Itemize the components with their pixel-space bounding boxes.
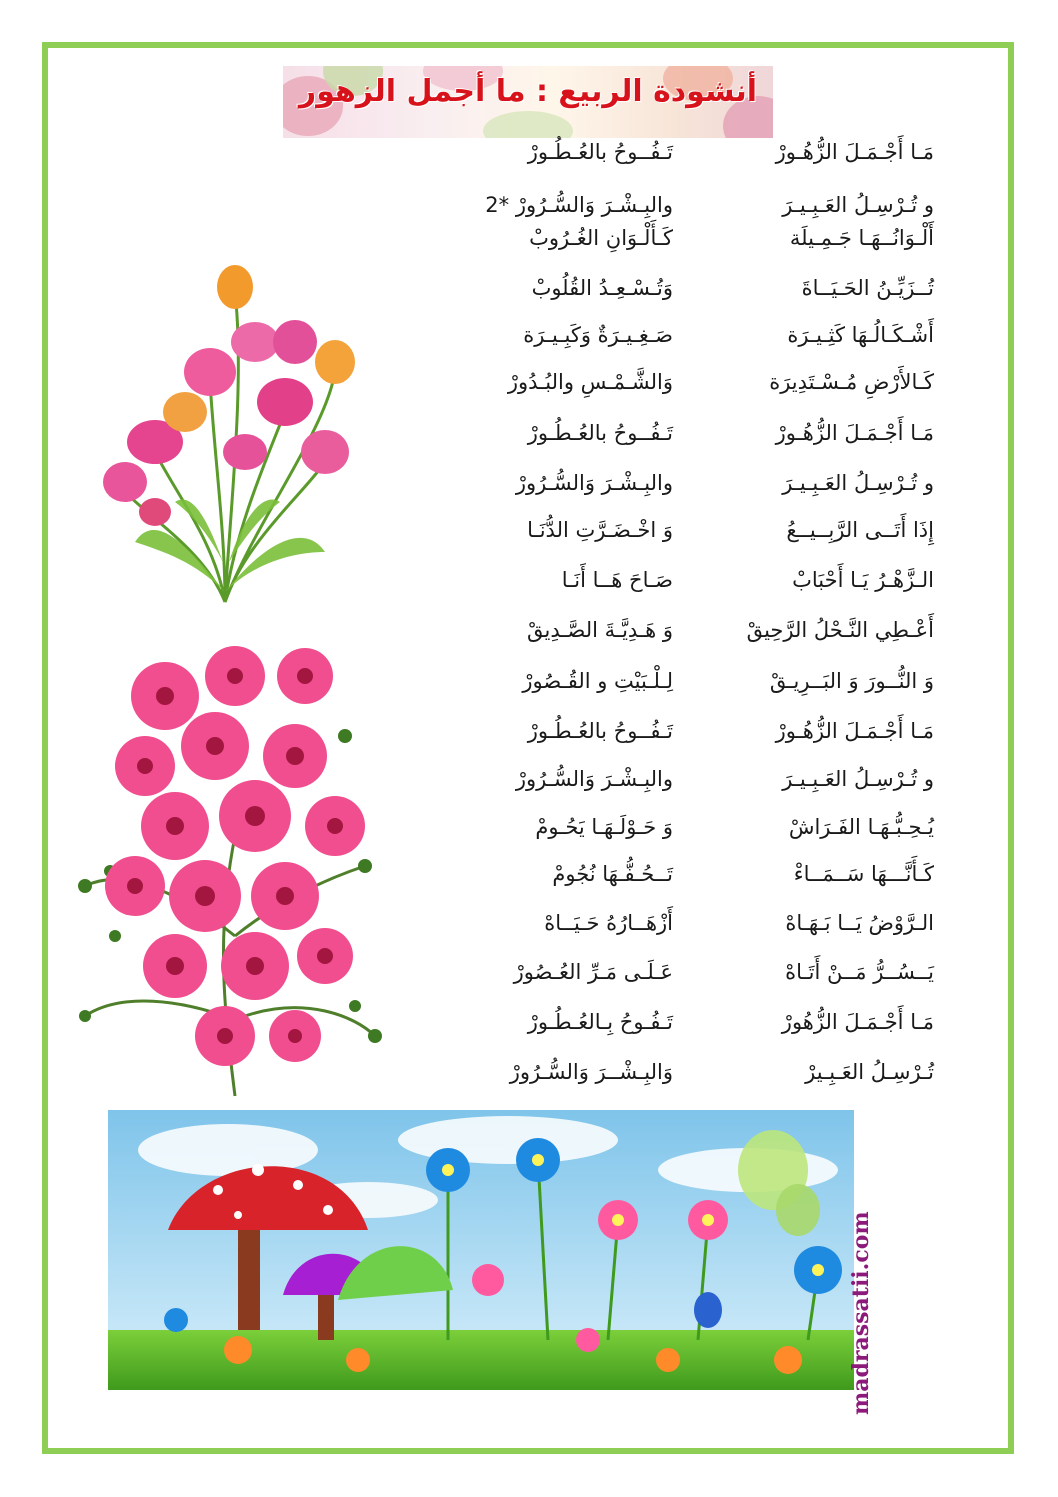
verse-second-half: تَـفُـوحُ بِـالعُـطُـورْ	[527, 1010, 673, 1034]
verse-first-half: الـرَّوْضُ يَــا بَـهَـاهْ	[785, 911, 934, 935]
verse-second-half: والبِـشْـرَ وَالسُّـرُورْ	[515, 471, 673, 495]
verse-second-half: وَ اخْـضَـرَّتِ الدُّنَـا	[527, 518, 673, 542]
verse-first-half: وَ النُّــورَ وَ البَــرِيـقْ	[769, 669, 934, 693]
verse-first-half: أَشْـكَـالُـهَا كَثِـيـرَة	[787, 323, 934, 347]
verse-first-half: إِذَا أَتَــى الرَّبِــيــعُ	[786, 518, 934, 542]
verse-first-half: تُــزَيِّـنُ الحَـيَــاةَ	[801, 276, 934, 300]
verse-first-half: مَـا أَجْـمَـلَ الزُّهُـورْ	[775, 140, 934, 164]
tulip-bouquet-illustration	[95, 262, 355, 612]
spring-meadow-illustration	[108, 1110, 854, 1390]
verse-second-half: والبِـشْـرَ وَالسُّـرُورْ *2	[485, 193, 673, 217]
verse-first-half: مَـا أَجْـمَـلَ الزُّهُـورْ	[775, 719, 934, 743]
verse-second-half: تَـفُــوحُ بالعُـطُـورْ	[527, 421, 673, 445]
verse-first-half: مَـا أَجْـمَـلَ الزُّهُـورْ	[775, 421, 934, 445]
verse-second-half: وَالبِـشْــرَ وَالسُّـرُورْ	[509, 1060, 673, 1084]
verse-second-half: وَتُـسْـعِـدُ القُلُوبْ	[531, 276, 673, 300]
verse-second-half: وَالشَّـمْـسِ والبُـدُورْ	[507, 370, 673, 394]
verse-second-half: تَـفُــوحُ بالعُـطُـورْ	[527, 719, 673, 743]
verse-first-half: و تُـرْسِـلُ العَـبِـيـرَ	[782, 193, 934, 217]
verse-first-half: الـزَّهْـرُ يَـا أَحْبَابْ	[792, 568, 934, 592]
verse-first-half: يُـحِـبُّـهَـا الفَـرَاشْ	[788, 815, 934, 839]
verse-second-half: صَـاحَ هَــا أَنَـا	[561, 568, 673, 592]
watermark-text: madrassatii.com	[848, 1211, 874, 1415]
verse-first-half: و تُـرْسِـلُ العَـبِـيـرَ	[782, 767, 934, 791]
verse-second-half: تَــحُـفُّـهَا نُجُومْ	[552, 862, 673, 886]
verse-second-half: تَـفُــوحُ بالعُـطُـورْ	[527, 140, 673, 164]
verse-first-half: و تُـرْسِـلُ العَـبِـيـرَ	[782, 471, 934, 495]
verse-first-half: تُـرْسِـلُ العَـبِـيرْ	[805, 1060, 934, 1084]
verse-second-half: صَـغِـيـرَةٌ وَكَبِـيـرَة	[523, 323, 673, 347]
pink-flower-bush-illustration	[65, 636, 385, 1106]
verse-second-half: كَـأَلْـوَانِ الغُـرُوبْ	[529, 226, 673, 250]
verse-second-half: عَـلَـى مَـرِّ العُـصُورْ	[513, 960, 673, 984]
verse-first-half: أَلْـوَانُــهَـا جَـمِـيلَة	[789, 226, 934, 250]
site-watermark	[846, 1175, 876, 1415]
verse-first-half: أَعْـطِي النَّـحْلُ الرَّحِيقْ	[746, 618, 934, 642]
verse-first-half: كَـالأَرْضِ مُـسْـتَدِيرَة	[769, 370, 934, 394]
verse-second-half: والبِـشْـرَ وَالسُّـرُورْ	[515, 767, 673, 791]
verse-first-half: يَــسُــرُّ مَــنْ أَتَـاهْ	[785, 960, 934, 984]
verse-first-half: كَـأَنَّـــهَا سَــمَــاءْ	[793, 862, 934, 886]
page-title: أنشودة الربيع : ما أجمل الزهور	[298, 74, 758, 109]
verse-second-half: لِـلْـبَيْتِ و القُـصُورْ	[522, 669, 673, 693]
verse-second-half: وَ حَـوْلَـهَـا يَحُـومْ	[535, 815, 673, 839]
verse-second-half: أَزْهَــارُهُ حَـيَــاهْ	[544, 911, 673, 935]
verse-second-half: وَ هَـدِيَّـةَ الصَّـدِيقْ	[527, 618, 673, 642]
verse-first-half: مَـا أَجْـمَـلَ الزُّهُورْ	[781, 1010, 934, 1034]
